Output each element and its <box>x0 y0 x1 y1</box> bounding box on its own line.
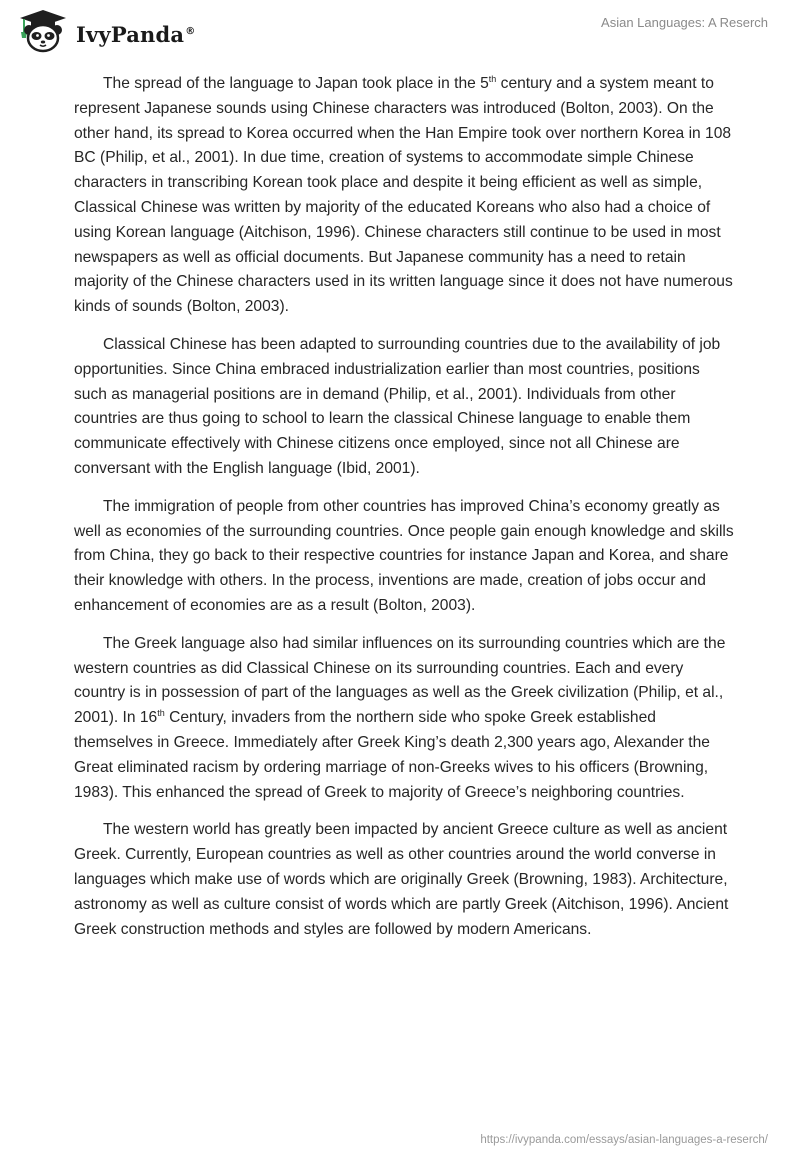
registered-mark: ® <box>185 25 196 37</box>
ordinal-suffix: th <box>157 707 165 718</box>
page-header <box>0 0 800 64</box>
paragraph-4: The Greek language also had similar influences on its surrounding countries which are the western countries as did Classical Chinese on its surrounding countries. Each and every country is in possession of part of the languages as well as the Greek civilization (Philip, et al., 2001). In 16th Century, invaders from the northern side who spoke Greek established themselves in Greece. Immediately after Greek King’s death 2,300 years ago, Alexander the Great eliminated racism by ordering marriage of non-Greeks wives to his officers (Browning, 1983). This enhanced the spread of Greek to majority of Greece’s neighboring countries. <box>74 634 726 801</box>
paragraph-3: The immigration of people from other countries has improved China’s economy greatly as well as economies of the surrounding countries. Once people gain enough knowledge and skills from China, they go back to their respective countries for instance Japan and Korea, and share their knowledge with others. In the process, inventions are made, creation of jobs occur and enhancement of economies are as a result (Bolton, 2003). <box>74 497 734 614</box>
source-url-link[interactable]: https://ivypanda.com/essays/asian-languages-a-reserch/ <box>480 1134 768 1146</box>
ordinal-suffix: th <box>488 73 497 84</box>
paragraph-2: Classical Chinese has been adapted to surrounding countries due to the availability of job opportunities. Since China embraced industrialization earlier than most countries, positions such as managerial positions are in demand (Philip, et al., 2001). Individuals from other countries are thus going to school to learn the classical Chinese language to enable them communicate effectively with Chinese citizens once employed, since not all Chinese are conversant with the English language (Ibid, 2001). <box>74 335 721 477</box>
document-title: Asian Languages: A Reserch <box>601 15 768 30</box>
brand-logo[interactable] <box>16 8 195 54</box>
paragraph-1: The spread of the language to Japan took place in the 5th century and a system meant to represent Japanese sounds using Chinese characters was introduced (Bolton, 2003). On the other hand, its spread to Korea occurred when the Han Empire took over northern Korea in 108 BC (Philip, et al., 2001). In due time, creation of systems to accommodate simple Chinese characters in transcribing Korean took place and despite it being efficient as well as simple, Classical Chinese was written by majority of the educated Koreans who also had a choice of using Korean language (Aitchison, 1996). Chinese characters still continue to be used in most newspapers as well as official documents. But Japanese community has a need to retain majority of the Chinese characters used in its written language since it does not have numerous kinds of sounds (Bolton, 2003). <box>74 73 733 316</box>
brand-name: IvyPanda® <box>76 21 196 47</box>
panda-graduate-icon <box>16 8 70 54</box>
essay-body <box>74 72 734 955</box>
paragraph-5: The western world has greatly been impacted by ancient Greece culture as well as ancient Greek. Currently, European countries as well as other countries around the world converse in languages which make use of words which are originally Greek (Browning, 1983). Architecture, astronomy as well as culture consist of words which are partly Greek (Aitchison, 1996). Ancient Greek construction methods and styles are followed by modern Americans. <box>74 821 729 938</box>
